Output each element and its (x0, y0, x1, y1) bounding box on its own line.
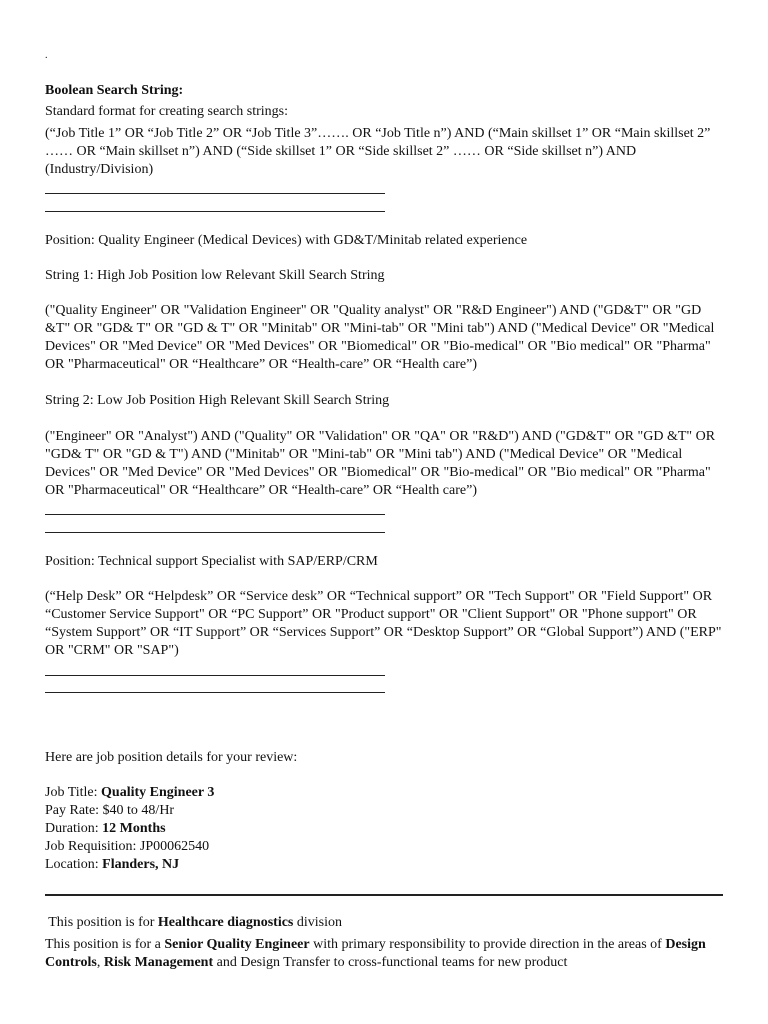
section-divider (45, 894, 723, 896)
string-3: (“Help Desk” OR “Helpdesk” OR “Service desk” OR “Technical support” OR "Tech Support" OR "Field Support" OR “Customer Service Support" OR “PC Support” OR "Product support" OR "Client Support" OR "Phone support" OR “System Support” OR “IT Support” OR “Services Support” OR “Desktop Support” OR “Global Support”) AND ("ERP" OR "CRM" OR "SAP") (45, 589, 722, 658)
duration-row (45, 820, 166, 838)
format-label: Standard format for creating search strings: (45, 104, 288, 119)
duration-label: Duration: (45, 821, 103, 836)
senior-role: Senior Quality Engineer (164, 937, 310, 952)
job-title-row (45, 784, 214, 802)
division-line (45, 914, 342, 932)
separator-line (45, 211, 385, 212)
risk-management: Risk Management (103, 955, 214, 970)
location-value: Flanders, NJ (102, 857, 180, 872)
separator-line (45, 514, 385, 515)
senior-p1: This position is for a (45, 937, 165, 952)
string-1-label: String 1: High Job Position low Relevant Skill Search String (45, 268, 385, 283)
senior-p2: with primary responsibility to provide direction in the areas of (309, 937, 666, 952)
string-2: ("Engineer" OR "Analyst") AND ("Quality" OR "Validation" OR "QA" OR "R&D") AND ("GD&T" OR "GD &T" OR "GD& T" OR "GD & T") AND ("Minitab" OR "Mini-tab" OR "Mini tab") AND ("Medical Device" OR "Medical Devices" OR "Med Device" OR "Med Devices" OR "Biomedical" OR "Bio-medical" OR "Bio medical" OR "Pharma" OR "Pharmaceutical" OR “Healthcare” OR “Health-care” OR “Health care”) (45, 429, 716, 498)
location-row (45, 856, 179, 874)
pay-rate: Pay Rate: $40 to 48/Hr (45, 803, 175, 818)
position-1-title: Position: Quality Engineer (Medical Devices) with GD&T/Minitab related experience (45, 233, 528, 248)
duration-value: 12 Months (102, 821, 166, 836)
stray-dot: . (45, 50, 48, 61)
senior-p3: , (96, 955, 104, 970)
separator-line (45, 193, 385, 194)
separator-line (45, 675, 385, 676)
string-1: ("Quality Engineer" OR "Validation Engineer" OR "Quality analyst" OR "R&D Engineer") AND ("GD&T" OR "GD &T" OR "GD& T" OR "GD & T" OR "Minitab" OR "Mini-tab" OR "Mini tab") AND ("Medical Device" OR "Medical Devices" OR "Med Device" OR "Med Devices" OR "Biomedical" OR "Bio-medical" OR "Bio medical" OR "Pharma" OR "Pharmaceutical" OR “Healthcare” OR “Health-care” OR “Health care”) (45, 303, 715, 372)
format-string: (“Job Title 1” OR “Job Title 2” OR “Job Title 3”……. OR “Job Title n”) AND (“Main skillset 1” OR “Main skillset 2” …… OR “Main skillset n”) AND (“Side skillset 1” OR “Side skillset 2” …… OR “Side skillset n”) AND (Industry/Division) (45, 126, 711, 177)
separator-line (45, 532, 385, 533)
job-requisition: Job Requisition: JP00062540 (45, 839, 210, 854)
review-intro: Here are job position details for your review: (45, 750, 298, 765)
position-2-title: Position: Technical support Specialist with SAP/ERP/CRM (45, 554, 378, 569)
location-label: Location: (45, 857, 103, 872)
senior-p4: and Design Transfer to cross-functional teams for new product (213, 955, 568, 970)
job-title-label: Job Title: (45, 785, 102, 800)
division-name: Healthcare diagnostics (157, 915, 294, 930)
string-2-label: String 2: Low Job Position High Relevant Skill Search String (45, 393, 390, 408)
design-controls: Design Controls (45, 937, 706, 970)
job-title-value: Quality Engineer 3 (101, 785, 215, 800)
division-post: division (293, 915, 343, 930)
division-pre: This position is for (45, 915, 158, 930)
heading-boolean-search: Boolean Search String: (45, 83, 184, 98)
separator-line (45, 692, 385, 693)
senior-paragraph (45, 936, 725, 972)
